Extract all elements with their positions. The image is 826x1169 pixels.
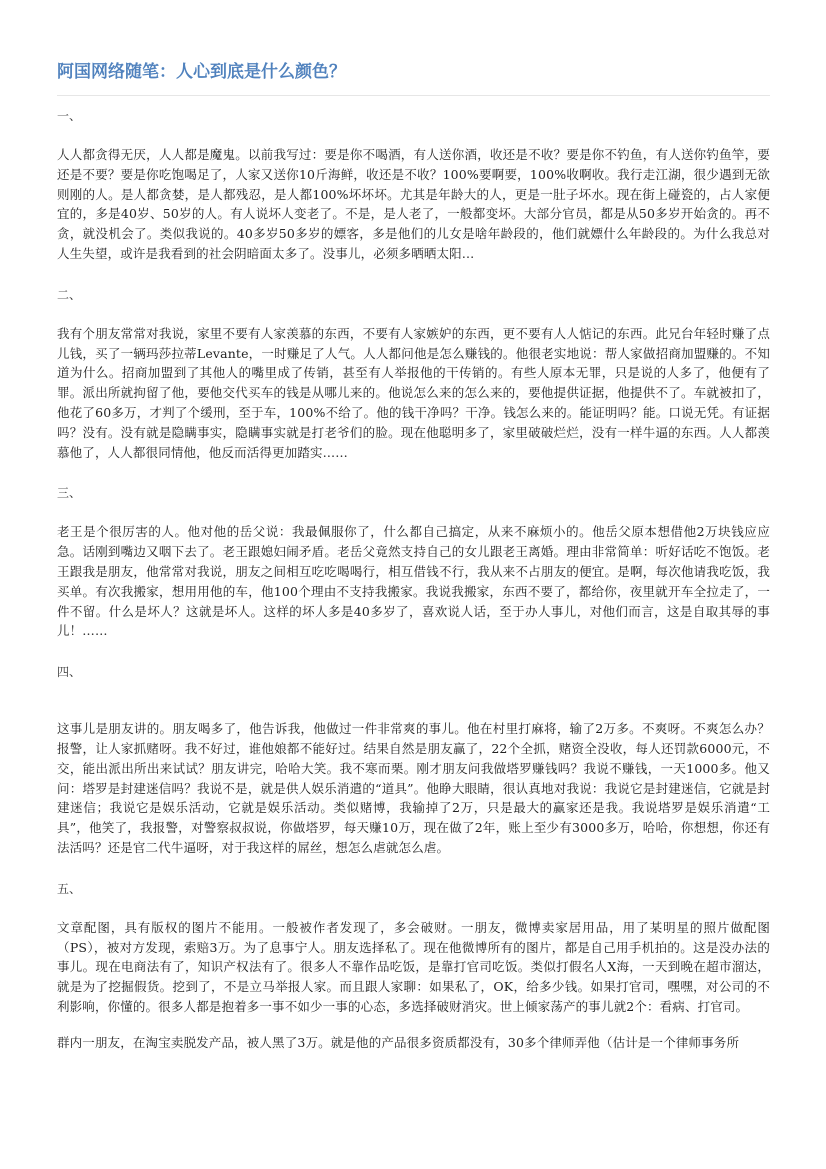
section-heading: 五、 [57,881,82,896]
section-paragraph: 这事儿是朋友讲的。朋友喝多了，他告诉我，他做过一件非常爽的事儿。他在村里打麻将，输了2万多。不爽呀。不爽怎么办？报警，让人家抓赌呀。我不好过，谁他娘都不能好过。结果自然是朋友赢了，22个全抓，赌资全没收，每人还罚款6000元，不交，能出派出所出来试试？朋友讲完，哈哈大笑。我不寒而栗。刚才朋友问我做塔罗赚钱吗？我说不赚钱，一天1000多。他又问：塔罗是封建迷信吗？我说不是，就是供人娱乐消遣的“道具”。他睁大眼睛，很认真地对我说：我说它是封建迷信，它就是封建迷信；我说它是娱乐活动，它就是娱乐活动。类似赌博，我输掉了2万，只是最大的赢家还是我。我说塔罗是娱乐消遣“工具”，他笑了，我报警，对警察叔叔说，你做塔罗，每天赚10万，现在做了2年，账上至少有3000多万，哈哈，你想想，你还有法活吗？还是官二代牛逼呀，对于我这样的屌丝，想怎么虐就怎么虐。 [57,721,770,855]
section-heading: 四、 [57,665,82,680]
section-paragraph: 群内一朋友，在淘宝卖脱发产品，被人黑了3万。就是他的产品很多资质都没有，30多个律师弄他（估计是一个律师事务所 [57,1034,740,1050]
section-paragraph: 文章配图，具有版权的图片不能用。一般被作者发现了，多会破财。一朋友，微博卖家居用品，用了某明星的照片做配图（PS），被对方发现，索赔3万。为了息事宁人。朋友选择私了。现在他微博所有的图片，都是自己用手机拍的。这是没办法的事儿。现在电商法有了，知识产权法有了。很多人不靠作品吃饭，是靠打官司吃饭。类似打假名人X海，一天到晚在超市溜达，就是为了挖掘假货。挖到了，不是立马举报人家。而且跟人家聊：如果私了，OK，给多少钱。如果打官司，嘿嘿，对公司的不利影响，你懂的。很多人都是抱着多一事不如少一事的心态，多选择破财消灾。世上倾家荡产的事儿就2个：看病、打官司。 [57,919,770,1014]
section-3 [57,484,770,641]
article-page [57,60,770,1053]
section-heading: 一、 [57,109,82,123]
section-heading: 三、 [57,486,82,501]
section-2 [57,286,770,463]
section-5 [57,880,770,1053]
section-paragraph: 我有个朋友常常对我说，家里不要有人家羡慕的东西，不要有人家嫉妒的东西，更不要有人人惦记的东西。此兄台年轻时赚了点儿钱，买了一辆玛莎拉蒂Levante，一时赚足了人气。人人都问他是怎么赚钱的。他很老实地说：帮人家做招商加盟赚的。不知道为什么。招商加盟到了其他人的嘴里成了传销，甚至有人举报他的干传销的。有些人原本无罪，只是说的人多了，他便有了罪。派出所就拘留了他，要他交代买车的钱是从哪儿来的。他说怎么来的怎么来的，要他提供证据，他提供不了。车就被扣了，他花了60多万，才判了个缓刑，至于车，100%不给了。他的钱干净吗？干净。钱怎么来的。能证明吗？能。口说无凭。有证据吗？没有。没有就是隐瞒事实，隐瞒事实就是打老爷们的脸。现在他聪明多了，家里破破烂烂，没有一样牛逼的东西。人人都羡慕他了，人人都很同情他，他反而活得更加踏实…… [57,325,770,460]
section-paragraph: 老王是个很厉害的人。他对他的岳父说：我最佩服你了，什么都自己搞定，从来不麻烦小的。他岳父原本想借他2万块钱应应急。话刚到嘴边又咽下去了。老王跟媳妇闹矛盾。老岳父竟然支持自己的女儿跟老王离婚。理由非常简单：听好话吃不饱饭。老王跟我是朋友，他常常对我说，朋友之间相互吃吃喝喝行，相互借钱不行，我从来不占朋友的便宜。是啊，每次他请我吃饭，我买单。有次我搬家，想用用他的车，他100个理由不支持我搬家。我说我搬家，东西不要了，都给你，夜里就开车全拉走了，一件不留。什么是坏人？这就是坏人。这样的坏人多是40多岁了，喜欢说人话，至于办人事儿，对他们而言，这是自取其辱的事儿！…… [57,524,770,639]
section-1 [57,107,770,264]
section-4 [57,663,770,858]
article-title: 阿国网络随笔：人心到底是什么颜色？ [57,60,770,96]
section-heading: 二、 [57,287,82,302]
section-paragraph: 人人都贪得无厌，人人都是魔鬼。以前我写过：要是你不喝酒，有人送你酒，收还是不收？要是你不钓鱼，有人送你钓鱼竿，要还是不要？要是你吃饱喝足了，人家又送你10斤海鲜，收还是不收？100%要啊要，100%收啊收。我行走江湖，很少遇到无欲则刚的人。是人都贪婪，是人都残忍，是人都100%坏坏坏。尤其是年龄大的人，更是一肚子坏水。现在街上碰瓷的，占人家便宜的，多是40岁、50岁的人。有人说坏人变老了。不是，是人老了，一般都变坏。大部分官员，都是从50多岁开始贪的。再不贪，就没机会了。类似我说的。40多岁50多岁的嫖客，多是他们的儿女是啥年龄段的，他们就嫖什么年龄段的。为什么我总对人生失望，或许是我看到的社会阴暗面太多了。没事儿，必须多晒晒太阳… [57,147,770,261]
